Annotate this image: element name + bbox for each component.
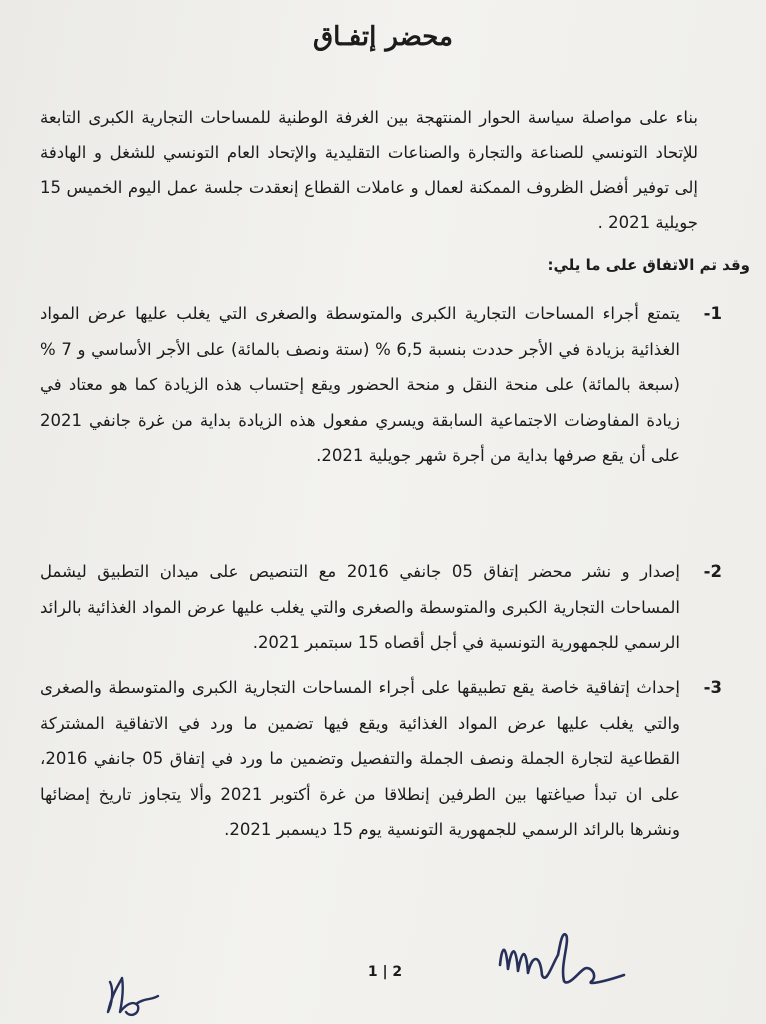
item-number: -1 [703, 304, 722, 323]
agreement-lead: وقد تم الاتفاق على ما يلي: [547, 256, 750, 274]
agreement-item-1 [40, 296, 722, 474]
item-text: إحداث إتفاقية خاصة يقع تطبيقها على أجراء المساحات التجارية الكبرى والمتوسطة والصغرى والتي يغلب عليها عرض المواد الغذائية ويقع فيها تضمين ما ورد في الاتفاقية المشتركة القطاعية لتجارة الجملة ونصف الجملة والتفصيل وتضمين ما ورد في إتفاق 05 جانفي 2016، على ان تبدأ صياغتها بين الطرفين إنطلاقا من غرة أكتوبر 2021 وألا يتجاوز تاريخ إمضائها ونشرها بالرائد الرسمي للجمهورية التونسية يوم 15 ديسمبر 2021. [40, 678, 680, 839]
item-text: إصدار و نشر محضر إتفاق 05 جانفي 2016 مع التنصيص على ميدان التطبيق ليشمل المساحات التجارية الكبرى والمتوسطة والصغرى والتي يغلب عليها عرض المواد الغذائية بالرائد الرسمي للجمهورية التونسية في أجل أقصاه 15 سبتمبر 2021. [40, 562, 680, 652]
document-title: محضر إتفـاق [313, 22, 453, 52]
item-text: يتمتع أجراء المساحات التجارية الكبرى والمتوسطة والصغرى التي يغلب عليها عرض المواد الغذائية بزيادة في الأجر حددت بنسبة 6,5 % (ستة ونصف بالمائة) على الأجر الأساسي و 7 % (سبعة بالمائة) على منحة النقل و منحة الحضور ويقع إحتساب هذه الزيادة كما هو معتاد في زيادة المفاوضات الاجتماعية السابقة ويسري مفعول هذه الزيادة بداية من غرة جانفي 2021 على أن يقع صرفها بداية من أجرة شهر جويلية 2021. [40, 304, 681, 465]
signature-1 [488, 925, 638, 995]
item-number: -3 [703, 678, 722, 697]
agreement-item-2 [40, 554, 722, 661]
intro-paragraph: بناء على مواصلة سياسة الحوار المنتهجة بين الغرفة الوطنية للمساحات التجارية الكبرى التابعة للإتحاد التونسي للصناعة والتجارة والصناعات التقليدية والإتحاد العام التونسي للشغل و الهادفة إلى توفير أفضل الظروف الممكنة لعمال و عاملات القطاع إنعقدت جلسة عمل اليوم الخميس 15 جويلية 2021 . [40, 108, 698, 232]
item-number: -2 [703, 562, 722, 581]
page-number: 1 | 2 [367, 964, 403, 980]
agreement-item-3 [40, 670, 722, 848]
signature-2 [96, 968, 166, 1024]
